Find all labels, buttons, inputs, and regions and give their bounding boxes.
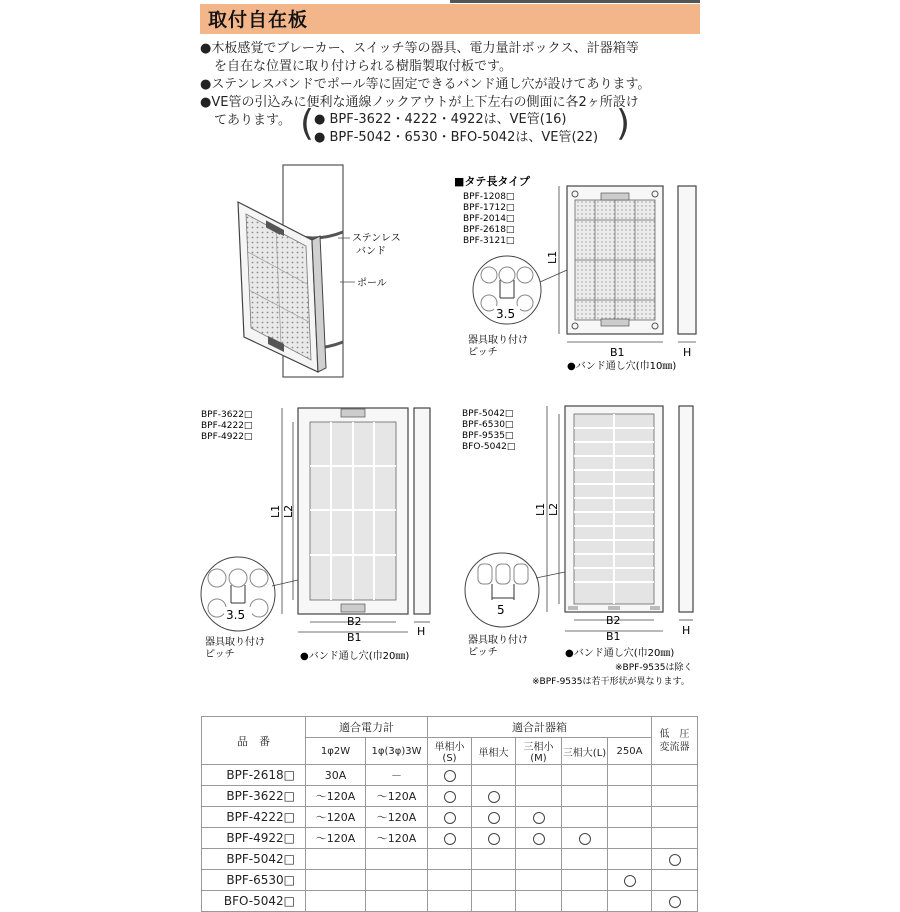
compat-cell [472, 765, 516, 786]
pitch-value: 3.5 [496, 307, 516, 321]
compat-cell [652, 828, 698, 849]
compatible-circle-icon [488, 791, 500, 803]
compatible-circle-icon [533, 812, 545, 824]
pole-label: ポール [357, 278, 387, 289]
compat-cell [608, 828, 652, 849]
compatible-circle-icon [669, 854, 681, 866]
feature-item-cont: てあります。 [214, 113, 291, 128]
compat-cell [652, 786, 698, 807]
compat-cell [652, 807, 698, 828]
meter-1p2w-cell: ～120A [306, 807, 366, 828]
part-number-cell: BPF-3622□ [202, 786, 306, 807]
board-side-view [414, 408, 430, 614]
note-bracket-right: ) [616, 103, 631, 144]
meter-1p2w-cell: ～120A [306, 786, 366, 807]
subheader: 1φ2W [306, 738, 366, 765]
table-header-row [202, 717, 698, 738]
spec-table [201, 716, 698, 912]
compatible-circle-icon [533, 833, 545, 845]
dim-label-h: H [417, 625, 426, 638]
dim-label-l2: L2 [282, 504, 295, 518]
col-group-meter: 適合電力計 [306, 717, 428, 738]
compat-cell [608, 786, 652, 807]
pitch-label: ピッチ [205, 649, 235, 660]
table-row [202, 849, 698, 870]
pitch-label: ピッチ [468, 347, 498, 358]
meter-3w-cell [366, 891, 428, 912]
dim-label-l1: L1 [269, 504, 282, 518]
compat-cell [428, 891, 472, 912]
table-row [202, 828, 698, 849]
feature-item-cont: を自在な位置に取り付けられる樹脂製取付板です。 [214, 59, 512, 74]
model-label: BPF-1208□ [463, 192, 515, 202]
compat-cell [516, 891, 562, 912]
band-slot [341, 604, 365, 612]
meter-3w-cell: ～120A [366, 807, 428, 828]
meter-3w-cell [366, 849, 428, 870]
pitch-value: 5 [497, 603, 505, 617]
big-board-figure [462, 406, 693, 687]
compat-cell [516, 807, 562, 828]
note-line: ● BPF-3622・4222・4922は、VE管(16) [314, 112, 567, 127]
model-label: BPF-1712□ [463, 203, 515, 213]
feature-item: ●ステンレスバンドでポール等に固定できるバンド通し穴が設けてあります。 [200, 77, 651, 92]
compatible-circle-icon [444, 770, 456, 782]
compat-cell [562, 807, 608, 828]
board-side-view [678, 186, 696, 334]
col-group-box: 適合計器箱 [428, 717, 652, 738]
compat-cell [516, 765, 562, 786]
table-row [202, 807, 698, 828]
model-label: BFO-5042□ [462, 442, 516, 452]
dim-label-b2: B2 [606, 614, 621, 627]
compat-cell [472, 891, 516, 912]
tate-type-figure [454, 174, 696, 372]
compat-cell [428, 828, 472, 849]
hole-note: ●バンド通し穴(巾20㎜) [565, 648, 675, 659]
model-label: BPF-2014□ [463, 214, 515, 224]
part-number-cell: BPF-5042□ [202, 849, 306, 870]
dim-label-h: H [683, 346, 692, 359]
compat-cell [428, 807, 472, 828]
meter-1p2w-cell: ～120A [306, 828, 366, 849]
compat-cell [472, 870, 516, 891]
model-label: BPF-9535□ [462, 431, 514, 441]
subheader: 単相大 [472, 738, 516, 765]
compatible-circle-icon [669, 896, 681, 908]
compat-cell [472, 849, 516, 870]
part-number-cell: BFO-5042□ [202, 891, 306, 912]
compat-cell [472, 828, 516, 849]
model-label: BPF-5042□ [462, 409, 514, 419]
model-label: BPF-4922□ [201, 432, 253, 442]
dim-label-b2: B2 [347, 615, 362, 628]
compat-cell [516, 786, 562, 807]
compat-cell [428, 870, 472, 891]
dim-label-l2: L2 [547, 502, 560, 516]
compat-cell [428, 849, 472, 870]
compat-cell [608, 807, 652, 828]
band-label: ステンレス [352, 233, 401, 244]
table-row [202, 786, 698, 807]
model-label: BPF-6530□ [462, 420, 514, 430]
compat-cell [608, 870, 652, 891]
dim-label-b1: B1 [347, 631, 362, 644]
subheader: 1φ(3φ)3W [366, 738, 428, 765]
pitch-label: ピッチ [468, 647, 498, 658]
page-title: 取付自在板 [208, 9, 309, 31]
pole-mount-illustration [238, 165, 401, 377]
compat-cell [516, 849, 562, 870]
col-low-voltage-ct [652, 717, 698, 765]
meter-1p2w-cell: 30A [306, 765, 366, 786]
dim-label-b1: B1 [610, 346, 625, 359]
compat-cell [608, 849, 652, 870]
compatible-circle-icon [488, 833, 500, 845]
meter-1p2w-cell [306, 870, 366, 891]
model-label: BPF-4222□ [201, 421, 253, 431]
compatible-circle-icon [444, 791, 456, 803]
band-slot [341, 409, 365, 417]
tate-type-title: ■タテ長タイプ [454, 175, 530, 188]
subheader: 三相大(L) [562, 738, 608, 765]
hole-note: ●バンド通し穴(巾10㎜) [567, 361, 677, 372]
band-slot [601, 319, 629, 326]
band-slot [601, 193, 629, 200]
compat-cell [562, 891, 608, 912]
compat-cell [652, 891, 698, 912]
compatible-circle-icon [624, 875, 636, 887]
pitch-label: 器具取り付け [205, 637, 265, 648]
compat-cell [652, 870, 698, 891]
model-label: BPF-2618□ [463, 225, 515, 235]
subheader: 三相小(M) [516, 738, 562, 765]
compat-cell [652, 765, 698, 786]
subheader: 単相小(S) [428, 738, 472, 765]
meter-1p2w-cell [306, 891, 366, 912]
col-low-label: 変流器 [659, 741, 690, 753]
mid-board-figure [201, 408, 430, 662]
feature-item: ●木板感覚でブレーカー、スイッチ等の器具、電力量計ボックス、計器箱等 [200, 41, 639, 56]
compatible-circle-icon [444, 833, 456, 845]
hole-note: ●バンド通し穴(巾20㎜) [300, 651, 410, 662]
dim-label-l1: L1 [546, 250, 559, 264]
pitch-value: 3.5 [226, 608, 246, 622]
compat-cell [516, 870, 562, 891]
compat-cell [608, 891, 652, 912]
compat-cell [428, 786, 472, 807]
dim-label-l1: L1 [534, 502, 547, 516]
meter-3w-cell: ～120A [366, 828, 428, 849]
compatible-circle-icon [579, 833, 591, 845]
note-line: ● BPF-5042・6530・BFO-5042は、VE管(22) [314, 130, 599, 145]
compat-cell [562, 828, 608, 849]
pitch-label: 器具取り付け [468, 335, 528, 346]
meter-3w-cell: － [366, 765, 428, 786]
compatible-circle-icon [488, 812, 500, 824]
compatible-circle-icon [444, 812, 456, 824]
table-row [202, 765, 698, 786]
note-bracket-left: ( [300, 103, 315, 144]
compat-cell [472, 807, 516, 828]
part-number-cell: BPF-4222□ [202, 807, 306, 828]
footnote: ※BPF-9535は除く [615, 663, 693, 673]
col-low-label: 低 圧 [659, 728, 690, 740]
col-part-number: 品 番 [202, 717, 306, 765]
meter-3w-cell: ～120A [366, 786, 428, 807]
spec-table-body [202, 765, 698, 912]
dim-label-h: H [682, 624, 691, 637]
subheader: 250A [608, 738, 652, 765]
part-number-cell: BPF-4922□ [202, 828, 306, 849]
compat-cell [562, 786, 608, 807]
meter-1p2w-cell [306, 849, 366, 870]
meter-3w-cell [366, 870, 428, 891]
compat-cell [562, 765, 608, 786]
model-label: BPF-3622□ [201, 410, 253, 420]
feature-item: ●VE管の引込みに便利な通線ノックアウトが上下左右の側面に各2ヶ所設け [200, 95, 639, 110]
model-label: BPF-3121□ [463, 236, 515, 246]
table-row [202, 870, 698, 891]
compat-cell [608, 765, 652, 786]
band-label: バンド [356, 246, 386, 257]
board-side-view [679, 406, 693, 612]
compat-cell [472, 786, 516, 807]
compat-cell [562, 849, 608, 870]
pitch-label: 器具取り付け [468, 635, 528, 646]
part-number-cell: BPF-2618□ [202, 765, 306, 786]
table-row [202, 891, 698, 912]
footnote: ※BPF-9535は若干形状が異なります。 [532, 677, 690, 687]
compat-cell [562, 870, 608, 891]
compat-cell [516, 828, 562, 849]
dim-label-b1: B1 [606, 630, 621, 643]
compat-cell [428, 765, 472, 786]
part-number-cell: BPF-6530□ [202, 870, 306, 891]
compat-cell [652, 849, 698, 870]
